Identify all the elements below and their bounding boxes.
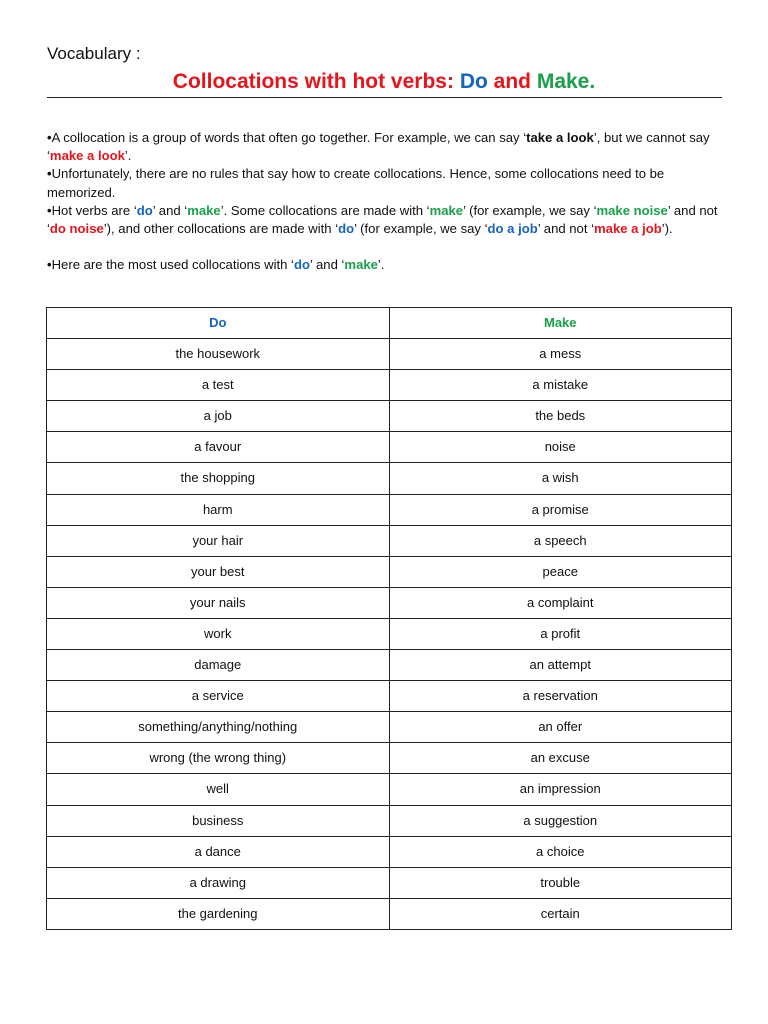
- table-row: [47, 681, 732, 712]
- make-collocation-cell: noise: [389, 432, 732, 463]
- intro-text-segment: ’ and not ‘: [537, 221, 595, 237]
- intro-text-segment: ’. Some collocations are made with ‘: [220, 202, 430, 218]
- intro-paragraph-4: [47, 256, 727, 274]
- table-row: [47, 712, 732, 743]
- make-collocation-cell: a mistake: [389, 370, 732, 401]
- table-row: [47, 339, 732, 370]
- intro-text-segment: ’ (for example, we say ‘: [463, 202, 597, 218]
- intro-text-segment: A collocation is a group of words that often go together. For example, we can say ‘: [51, 130, 527, 145]
- example-make-a-job: make a job: [594, 221, 662, 237]
- intro-text-segment: ’.: [124, 148, 132, 164]
- column-header-make: Make: [389, 308, 732, 339]
- title-do: Do: [459, 70, 488, 93]
- intro-text-segment: ’, but we cannot say ‘: [47, 130, 710, 164]
- do-collocation-cell: the shopping: [47, 463, 390, 494]
- make-collocation-cell: a suggestion: [389, 805, 732, 836]
- do-collocation-cell: well: [47, 774, 390, 805]
- make-collocation-cell: a mess: [389, 339, 732, 370]
- intro-text-segment: ’ (for example, we say ‘: [354, 221, 488, 237]
- keyword-make: make: [344, 257, 378, 273]
- table-row: [47, 525, 732, 556]
- example-make-noise: make noise: [596, 202, 668, 218]
- make-collocation-cell: a speech: [389, 525, 732, 556]
- do-collocation-cell: harm: [47, 494, 390, 525]
- make-collocation-cell: a reservation: [389, 681, 732, 712]
- do-collocation-cell: your best: [47, 556, 390, 587]
- intro-text-segment: Unfortunately, there are no rules that say how to create collocations. Hence, some collocations need to be memorized.: [47, 166, 665, 200]
- keyword-do: do: [338, 221, 355, 237]
- make-collocation-cell: an excuse: [389, 743, 732, 774]
- bullet-icon: •: [47, 166, 52, 182]
- do-collocation-cell: a favour: [47, 432, 390, 463]
- table-row: [47, 650, 732, 681]
- do-collocation-cell: wrong (the wrong thing): [47, 743, 390, 774]
- make-collocation-cell: a promise: [389, 494, 732, 525]
- do-collocation-cell: a job: [47, 401, 390, 432]
- do-collocation-cell: a test: [47, 370, 390, 401]
- do-collocation-cell: a dance: [47, 836, 390, 867]
- make-collocation-cell: an impression: [389, 774, 732, 805]
- make-collocation-cell: a wish: [389, 463, 732, 494]
- table-row: [47, 463, 732, 494]
- make-collocation-cell: certain: [389, 898, 732, 929]
- title-divider: [47, 97, 722, 98]
- table-row: [47, 743, 732, 774]
- table-row: [47, 618, 732, 649]
- example-do-a-job: do a job: [487, 221, 538, 237]
- keyword-make: make: [187, 202, 221, 218]
- bullet-icon: •: [47, 130, 52, 145]
- intro-text-segment: Hot verbs are ‘: [51, 202, 137, 218]
- table-row: [47, 370, 732, 401]
- do-collocation-cell: the gardening: [47, 898, 390, 929]
- intro-text-segment: ’), and other collocations are made with ‘: [103, 221, 339, 237]
- example-make-a-look: make a look: [49, 148, 125, 164]
- bullet-icon: •: [47, 257, 52, 273]
- do-collocation-cell: business: [47, 805, 390, 836]
- vocabulary-label: Vocabulary :: [47, 44, 141, 63]
- do-collocation-cell: the housework: [47, 339, 390, 370]
- make-collocation-cell: peace: [389, 556, 732, 587]
- table-row: [47, 774, 732, 805]
- make-collocation-cell: a choice: [389, 836, 732, 867]
- intro-text-segment: ’.: [377, 257, 385, 273]
- table-header-row: [47, 308, 732, 339]
- column-header-do: Do: [47, 308, 390, 339]
- paragraph-gap: [47, 238, 727, 256]
- table-body: [47, 339, 732, 930]
- keyword-make: make: [429, 202, 464, 218]
- do-collocation-cell: your hair: [47, 525, 390, 556]
- make-collocation-cell: a profit: [389, 618, 732, 649]
- table-row: [47, 556, 732, 587]
- do-collocation-cell: something/anything/nothing: [47, 712, 390, 743]
- do-collocation-cell: a drawing: [47, 867, 390, 898]
- make-collocation-cell: an attempt: [389, 650, 732, 681]
- example-do-noise: do noise: [49, 221, 104, 237]
- table-row: [47, 805, 732, 836]
- make-collocation-cell: a complaint: [389, 587, 732, 618]
- do-collocation-cell: your nails: [47, 587, 390, 618]
- make-collocation-cell: an offer: [389, 712, 732, 743]
- table-row: [47, 898, 732, 929]
- intro-text-segment: ’).: [661, 221, 673, 237]
- bullet-icon: •: [47, 202, 52, 218]
- do-collocation-cell: work: [47, 618, 390, 649]
- table-row: [47, 836, 732, 867]
- title-and: and: [487, 70, 537, 93]
- make-collocation-cell: trouble: [389, 867, 732, 898]
- do-collocation-cell: a service: [47, 681, 390, 712]
- intro-text-segment: ’ and ‘: [309, 257, 345, 273]
- collocations-table: [46, 307, 732, 930]
- title-make: Make.: [536, 70, 596, 93]
- table-row: [47, 432, 732, 463]
- make-collocation-cell: the beds: [389, 401, 732, 432]
- keyword-do: do: [293, 257, 310, 273]
- intro-text: [47, 129, 727, 274]
- page-title: [0, 70, 768, 94]
- intro-paragraph-2: [47, 165, 727, 201]
- table-row: [47, 587, 732, 618]
- intro-text-segment: ’ and not ‘: [47, 202, 718, 237]
- table-row: [47, 401, 732, 432]
- table-row: [47, 867, 732, 898]
- keyword-do: do: [136, 202, 153, 218]
- intro-text-segment: ’ and ‘: [152, 202, 188, 218]
- table-row: [47, 494, 732, 525]
- intro-paragraph-1: [47, 129, 727, 165]
- intro-paragraph-3: [47, 202, 727, 238]
- example-take-a-look: take a look: [526, 130, 594, 145]
- title-prefix: Collocations with hot verbs:: [172, 70, 460, 93]
- do-collocation-cell: damage: [47, 650, 390, 681]
- intro-text-segment: Here are the most used collocations with ‘: [51, 257, 294, 273]
